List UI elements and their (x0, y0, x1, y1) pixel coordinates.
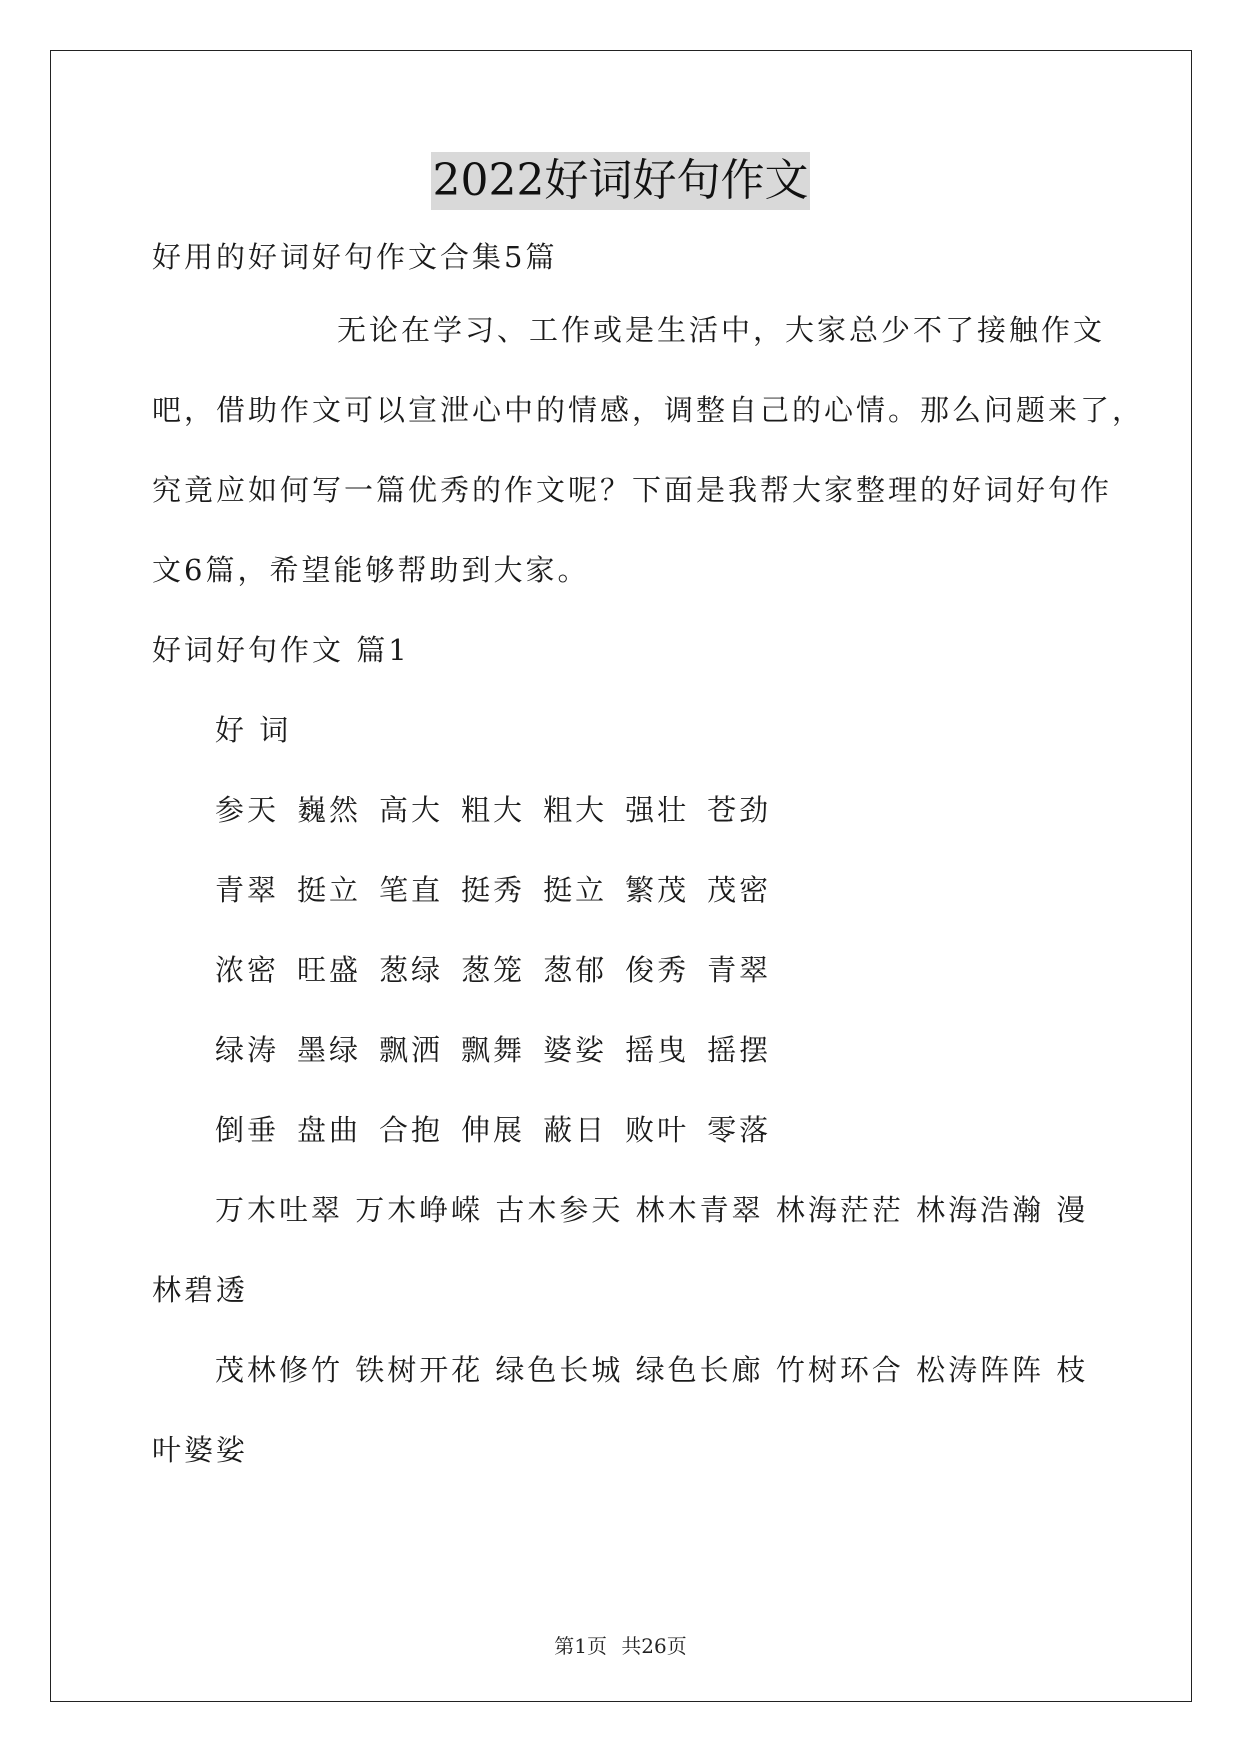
intro-line-1: 无论在学习、工作或是生活中，大家总少不了接触作文 (337, 313, 1106, 347)
phrase-line: 林碧透 (152, 1273, 249, 1307)
word: 俊秀 (625, 953, 690, 987)
word: 倒垂 (215, 1113, 280, 1147)
word: 巍然 (297, 793, 362, 827)
word: 葱笼 (461, 953, 526, 987)
word: 粗大 (543, 793, 608, 827)
word: 旺盛 (297, 953, 362, 987)
word: 摇摆 (707, 1033, 772, 1067)
page-total: 共26页 (621, 1634, 687, 1658)
word: 浓密 (215, 953, 280, 987)
title-container (0, 152, 1241, 210)
word: 粗大 (461, 793, 526, 827)
word: 强壮 (625, 793, 690, 827)
intro-line-3: 究竟应如何写一篇优秀的作文呢？下面是我帮大家整理的好词好句作 (152, 473, 1113, 507)
word: 青翠 (707, 953, 772, 987)
word: 败叶 (625, 1113, 690, 1147)
phrase-line: 叶婆娑 (152, 1433, 249, 1467)
word: 挺秀 (461, 873, 526, 907)
word-row (215, 790, 771, 830)
page-footer (0, 1632, 1241, 1660)
word: 参天 (215, 793, 280, 827)
word: 蔽日 (543, 1113, 608, 1147)
word: 伸展 (461, 1113, 526, 1147)
word: 盘曲 (297, 1113, 362, 1147)
word: 飘洒 (379, 1033, 444, 1067)
word-row (215, 1110, 771, 1150)
word: 繁茂 (625, 873, 690, 907)
word: 葱绿 (379, 953, 444, 987)
intro-line-4: 文6篇，希望能够帮助到大家。 (152, 553, 590, 587)
word: 婆娑 (543, 1033, 608, 1067)
word: 挺立 (297, 873, 362, 907)
word: 青翠 (215, 873, 280, 907)
word-row (215, 1030, 771, 1070)
word: 苍劲 (707, 793, 772, 827)
word: 绿涛 (215, 1033, 280, 1067)
word: 合抱 (379, 1113, 444, 1147)
word: 墨绿 (297, 1033, 362, 1067)
page-number: 第1页 (554, 1634, 607, 1658)
word: 摇曳 (625, 1033, 690, 1067)
phrase-line: 茂林修竹 铁树开花 绿色长城 绿色长廊 竹树环合 松涛阵阵 枝 (215, 1353, 1089, 1387)
word: 茂密 (707, 873, 772, 907)
document-subtitle: 好用的好词好句作文合集5篇 (152, 240, 558, 274)
word: 零落 (707, 1113, 772, 1147)
phrase-line: 万木吐翠 万木峥嵘 古木参天 林木青翠 林海茫茫 林海浩瀚 漫 (215, 1193, 1089, 1227)
word-row (215, 870, 771, 910)
word: 笔直 (379, 873, 444, 907)
word: 高大 (379, 793, 444, 827)
intro-line-2: 吧，借助作文可以宣泄心中的情感，调整自己的心情。那么问题来了， (152, 393, 1145, 427)
document-title: 2022好词好句作文 (431, 152, 811, 210)
word: 飘舞 (461, 1033, 526, 1067)
word: 葱郁 (543, 953, 608, 987)
section-heading: 好词好句作文 篇1 (152, 633, 410, 667)
sub-heading: 好 词 (215, 713, 292, 747)
word: 挺立 (543, 873, 608, 907)
word-row (215, 950, 771, 990)
